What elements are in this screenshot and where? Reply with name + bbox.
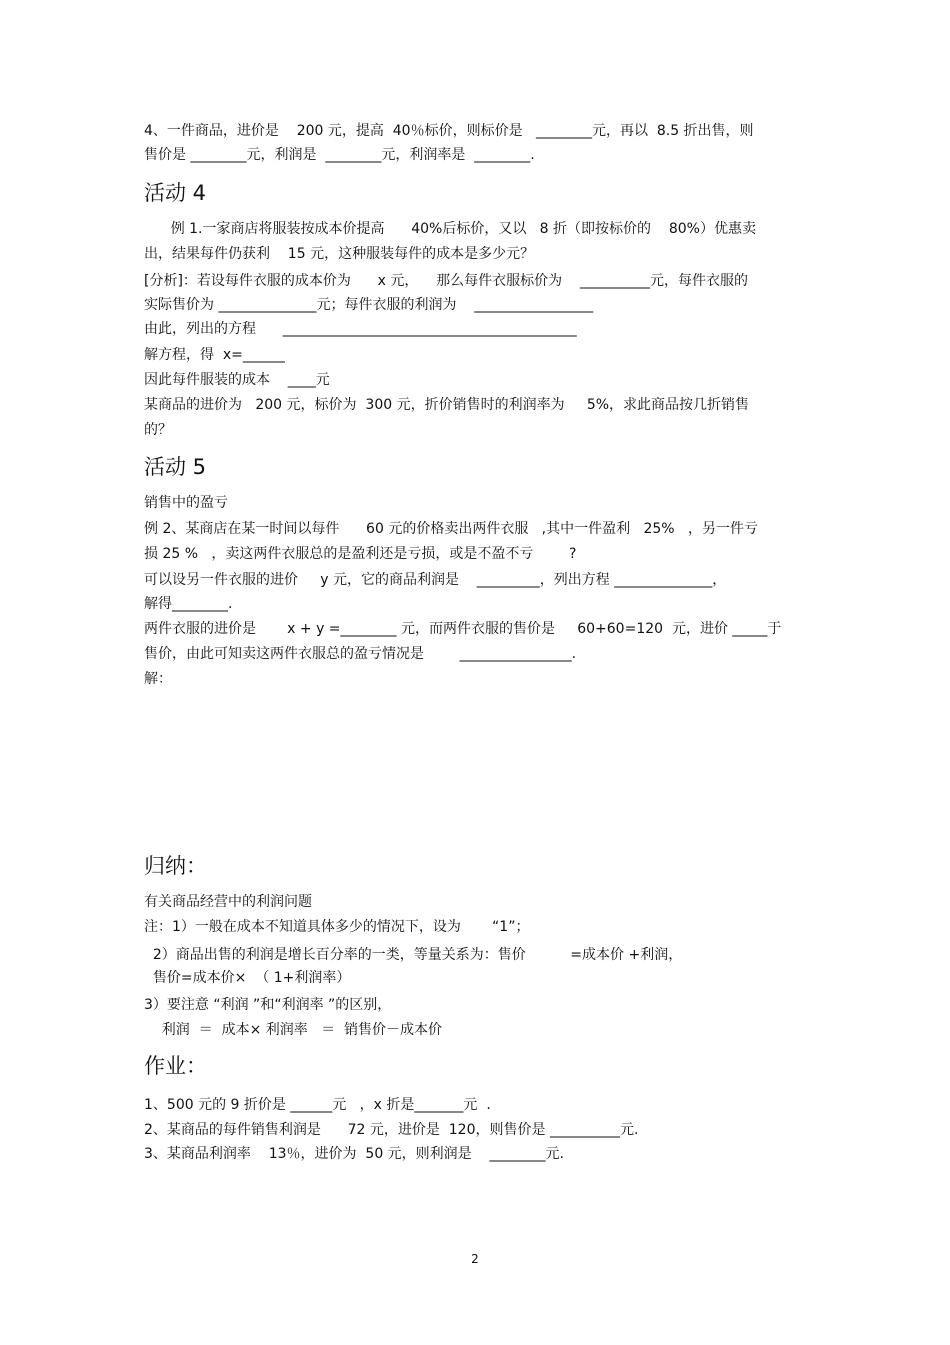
summary-line-5: 3）要注意 “利润 ”和“利润率 ”的区别，: [144, 997, 392, 1013]
homework-line-1: 1、500 元的 9 折价是 ______元 ，x 折是_______元 .: [144, 1097, 491, 1113]
problem-line-1: 某商品的进价为 200 元，标价为 300 元，折价销售时的利润率为 5%，求此商品按几折销售: [144, 397, 750, 413]
analysis-line-2: 实际售价为 ______________元；每件衣服的利润为 _________________: [144, 297, 594, 313]
summary-line-6: 利润 ＝ 成本× 利润率 ＝ 销售价－成本价: [144, 1022, 443, 1038]
example2-line-1: 例 2、某商店在某一时间以每件 60 元的价格卖出两件衣服 ,其中一件盈利 25% ，另一件亏: [144, 521, 758, 537]
q4-line-2: 售价是 ________元，利润是 ________元，利润率是 ________.: [144, 147, 535, 163]
summary-line-3: 2）商品出售的利润是增长百分率的一类，等量关系为：售价 =成本价 +利润，: [144, 947, 683, 963]
equation-line: 由此，列出的方程 __________________________________________: [144, 321, 577, 337]
cost-line: 因此每件服装的成本 ____元: [144, 372, 330, 388]
example2-line-6: 售价，由此可知卖这两件衣服总的盈亏情况是 ________________.: [144, 646, 577, 662]
activity5-subtitle: 销售中的盈亏: [144, 495, 228, 511]
problem-line-2: 的？: [144, 422, 172, 438]
example1-line-1: 例 1.一家商店将服装按成本价提高 40%后标价，又以 8 折（即按标价的 80%）优惠卖: [144, 221, 756, 237]
heading-activity-5: 活动 5: [144, 455, 207, 479]
summary-line-4: 售价=成本价× （ 1+利润率）: [144, 970, 351, 986]
q4-line-1: 4、一件商品，进价是 200 元，提高 40％标价，则标价是 ________元，再以 8.5 折出售，则: [144, 123, 754, 139]
solution-label: 解：: [144, 671, 172, 687]
solve-line: 解方程，得 x=______: [144, 347, 285, 363]
heading-summary: 归纳：: [144, 854, 207, 878]
summary-line-2: 注：1）一般在成本不知道具体多少的情况下，设为 “1”；: [144, 919, 530, 935]
example1-line-2: 出，结果每件仍获利 15 元，这种服装每件的成本是多少元？: [144, 246, 535, 262]
homework-line-2: 2、某商品的每件销售利润是 72 元，进价是 120，则售价是 __________元.: [144, 1122, 639, 1138]
homework-line-3: 3、某商品利润率 13％，进价为 50 元，则利润是 ________元.: [144, 1146, 564, 1162]
page-number: 2: [471, 1252, 479, 1266]
summary-line-1: 有关商品经营中的利润问题: [144, 894, 312, 910]
analysis-line-1: [分析]：若设每件衣服的成本价为 x 元， 那么每件衣服标价为 __________元，每件衣服的: [144, 273, 748, 289]
heading-homework: 作业：: [144, 1054, 207, 1078]
example2-line-5: 两件衣服的进价是 x + y =________ 元，而两件衣服的售价是 60+60=120 元，进价 _____于: [144, 621, 782, 637]
heading-activity-4: 活动 4: [144, 181, 207, 205]
example2-line-2: 损 25 % ，卖这两件衣服总的是盈利还是亏损，或是不盈不亏 ?: [144, 546, 577, 562]
example2-line-3: 可以设另一件衣服的进价 y 元，它的商品利润是 _________，列出方程 ______________，: [144, 572, 727, 588]
example2-line-4: 解得________.: [144, 596, 233, 612]
